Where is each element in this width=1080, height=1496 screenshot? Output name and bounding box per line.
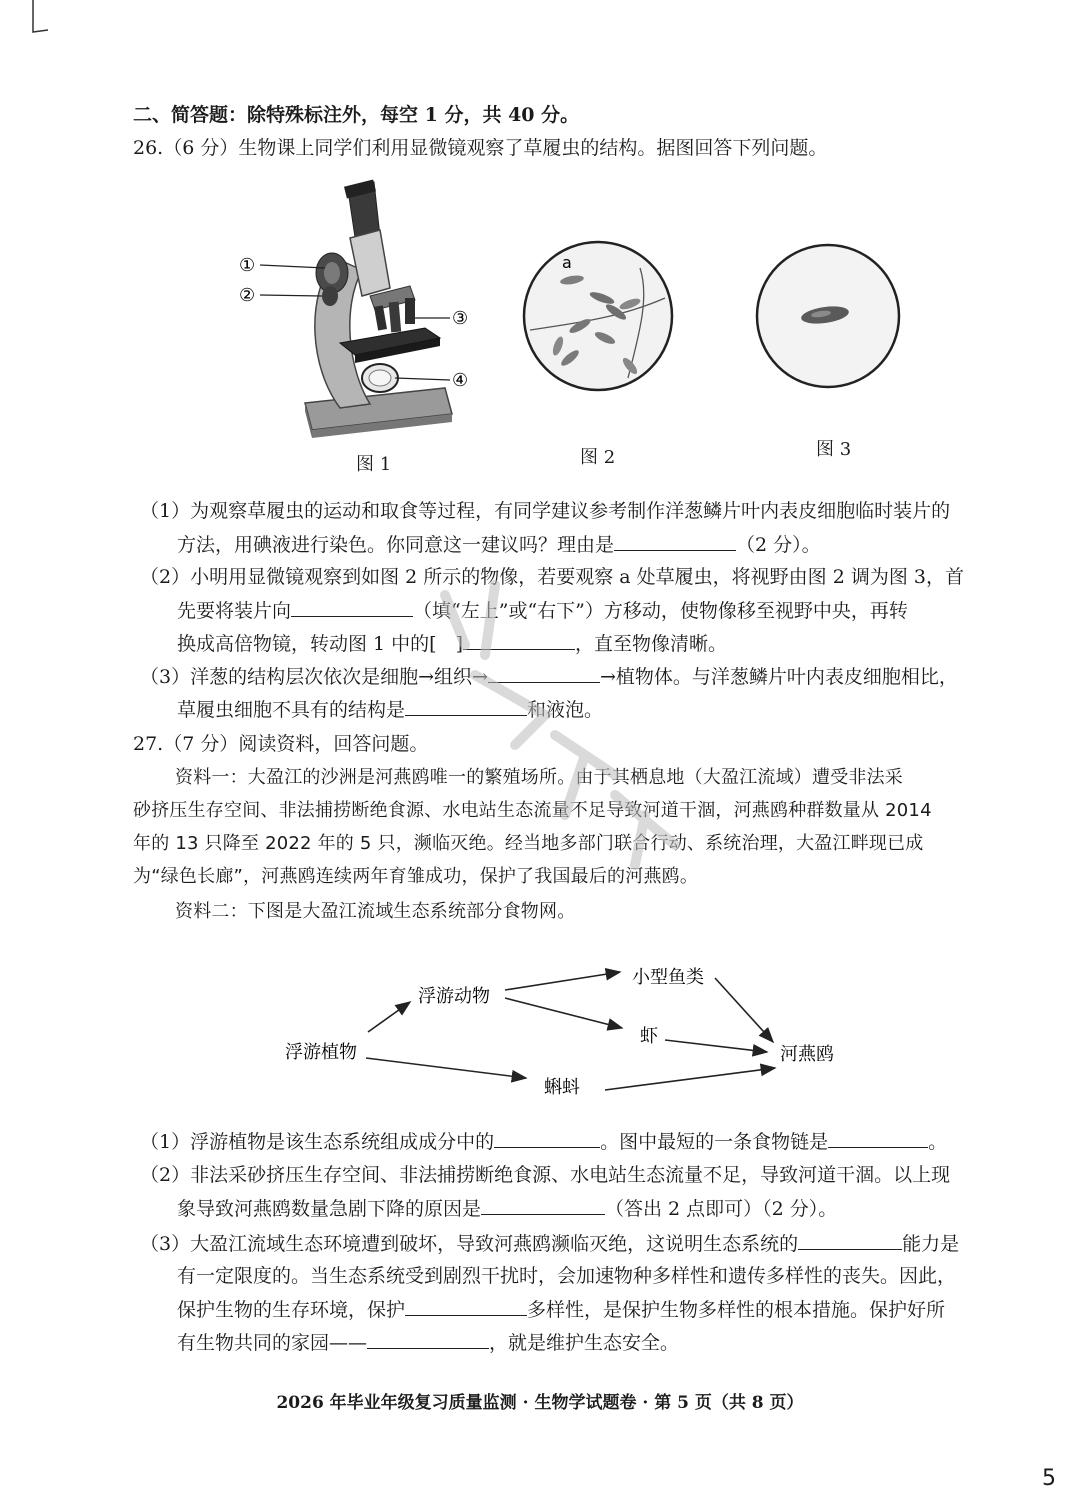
q26-p2-line2: 先要将装片向 （填“左上”或“右下”）方移动，使物像移至视野中央，再转 bbox=[177, 596, 908, 625]
page-number: 5 bbox=[1042, 1466, 1056, 1491]
answer-blank[interactable] bbox=[828, 1127, 928, 1148]
food-web-diagram bbox=[270, 950, 870, 1100]
node-zooplankton: 浮游动物 bbox=[418, 986, 490, 1007]
fig3-caption: 图 3 bbox=[816, 439, 852, 460]
arrow-tadpole-to-tern bbox=[605, 1068, 775, 1090]
q27-stem: 27.（7 分）阅读资料，回答问题。 bbox=[133, 733, 429, 755]
arrow-plants-to-tadpole bbox=[366, 1058, 526, 1078]
arrow-shrimp-to-tern bbox=[665, 1040, 767, 1052]
answer-blank[interactable] bbox=[481, 1194, 605, 1215]
q27-p3-line3: 保护生物的生存环境，保护 多样性，是保护生物多样性的根本措施。保护好所 bbox=[177, 1295, 945, 1324]
fig2-caption: 图 2 bbox=[580, 447, 616, 468]
q26-p2-line3: 换成高倍物镜，转动图 1 中的[ ] ，直至物像清晰。 bbox=[177, 629, 727, 658]
q27-p3-line2: 有一定限度的。当生态系统受到剧烈干扰时，会加速物种多样性和遗传多样性的丧失。因此， bbox=[177, 1265, 957, 1287]
q27-p2-line1: （2）非法采砂挤压生存空间、非法捕捞断绝食源、水电站生态流量不足，导致河道干涸。以上现 bbox=[140, 1164, 951, 1186]
node-tern: 河燕鸥 bbox=[780, 1044, 834, 1065]
q26-p3-line2: 草履虫细胞不具有的结构是 和液泡。 bbox=[177, 695, 603, 724]
material1-line3: 年的 13 只降至 2022 年的 5 只，濒临灭绝。经当地多部门联合行动、系统治理，大盈江畔现已成 bbox=[133, 833, 924, 854]
q26-p1-line2: 方法，用碘液进行染色。你同意这一建议吗？理由是 （2 分）。 bbox=[177, 530, 821, 559]
material1-line4: 为“绿色长廊”，河燕鸥连续两年育雏成功，保护了我国最后的河燕鸥。 bbox=[133, 866, 699, 887]
answer-blank[interactable] bbox=[405, 1295, 527, 1316]
point-a-label: a bbox=[562, 253, 572, 272]
answer-blank[interactable] bbox=[291, 596, 413, 617]
q26-p3-line1: （3）洋葱的结构层次依次是细胞→组织→ →植物体。与洋葱鳞片叶内表皮细胞相比， bbox=[140, 662, 958, 691]
q27-p2-line2: 象导致河燕鸥数量急剧下降的原因是 （答出 2 点即可）（2 分）。 bbox=[177, 1194, 837, 1223]
label-2: ② bbox=[239, 285, 256, 306]
answer-blank[interactable] bbox=[488, 662, 600, 683]
node-shrimp: 虾 bbox=[640, 1026, 658, 1047]
label-1: ① bbox=[239, 255, 256, 276]
arrow-plants-to-zooplankton bbox=[368, 1002, 410, 1032]
q26-stem: 26.（6 分）生物课上同学们利用显微镜观察了草履虫的结构。据图回答下列问题。 bbox=[133, 137, 828, 159]
node-tadpole: 蝌蚪 bbox=[544, 1077, 580, 1098]
answer-blank[interactable] bbox=[463, 629, 575, 650]
fig3-view bbox=[753, 241, 903, 391]
label-3: ③ bbox=[452, 308, 469, 329]
microscope-figure bbox=[230, 178, 490, 453]
material1-line1: 资料一：大盈江的沙洲是河燕鸥唯一的繁殖场所。由于其栖息地（大盈江流域）遭受非法采 bbox=[175, 767, 903, 788]
arrow-zooplankton-to-fish bbox=[505, 972, 620, 990]
q27-p3-line1: （3）大盈江流域生态环境遭到破坏，导致河燕鸥濒临灭绝，这说明生态系统的 能力是 bbox=[140, 1229, 959, 1258]
answer-blank[interactable] bbox=[405, 695, 527, 716]
node-small-fish: 小型鱼类 bbox=[632, 967, 704, 988]
fig1-caption: 图 1 bbox=[356, 454, 392, 475]
page-footer: 2026 年毕业年级复习质量监测 · 生物学试题卷 · 第 5 页（共 8 页） bbox=[276, 1393, 804, 1413]
q26-p2-line1: （2）小明用显微镜观察到如图 2 所示的物像，若要观察 a 处草履虫，将视野由图 2 调为图 3，首 bbox=[140, 566, 964, 588]
label-4: ④ bbox=[452, 370, 469, 391]
answer-blank[interactable] bbox=[614, 530, 736, 551]
material1-line2: 砂挤压生存空间、非法捕捞断绝食源、水电站生态流量不足导致河道干涸，河燕鸥种群数量从 2014 bbox=[133, 800, 932, 821]
arrow-zooplankton-to-shrimp bbox=[505, 998, 622, 1028]
answer-blank[interactable] bbox=[798, 1229, 902, 1250]
answer-blank[interactable] bbox=[494, 1127, 600, 1148]
answer-blank[interactable] bbox=[367, 1328, 489, 1349]
node-plankton-plants: 浮游植物 bbox=[285, 1042, 357, 1063]
corner-mark bbox=[30, 0, 50, 36]
q27-p1-line: （1）浮游植物是该生态系统组成成分中的 。图中最短的一条食物链是 。 bbox=[140, 1127, 947, 1156]
q27-p3-line4: 有生物共同的家园—— ，就是维护生态安全。 bbox=[177, 1328, 679, 1357]
q26-p1-line1: （1）为观察草履虫的运动和取食等过程，有同学建议参考制作洋葱鳞片叶内表皮细胞临时装片的 bbox=[140, 500, 951, 522]
arrow-fish-to-tern bbox=[715, 978, 773, 1042]
fig2-view bbox=[520, 238, 676, 394]
section-title: 二、简答题：除特殊标注外，每空 1 分，共 40 分。 bbox=[133, 104, 580, 126]
material2-line: 资料二：下图是大盈江流域生态系统部分食物网。 bbox=[175, 901, 576, 922]
